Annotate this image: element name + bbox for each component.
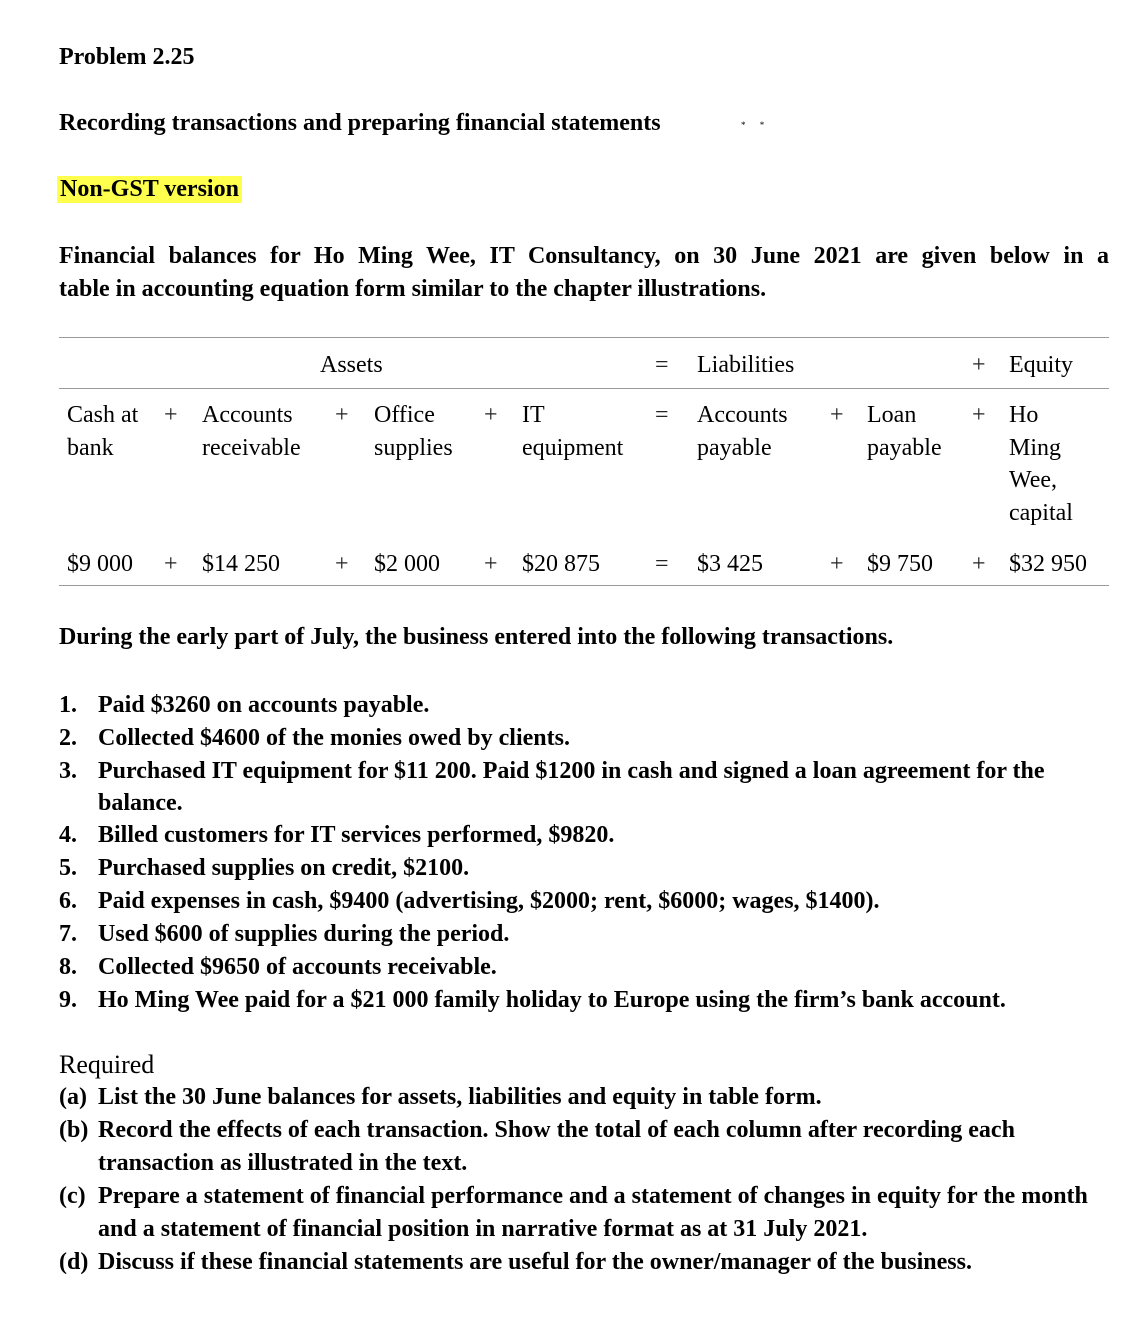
col-header-cash: Cash at bank <box>67 402 139 461</box>
value-capital: $32 950 <box>1009 551 1087 577</box>
transactions-list <box>59 689 1119 1017</box>
col-header-accounts-payable: Accounts payable <box>697 402 788 461</box>
list-item: 6. Paid expenses in cash, $9400 (advertising, $2000; rent, $6000; wages, $1400). <box>59 888 880 914</box>
plus-symbol: + <box>484 551 498 577</box>
list-item: 7. Used $600 of supplies during the period. <box>59 921 510 947</box>
equals-symbol: = <box>655 402 669 428</box>
list-item: 3. Purchased IT equipment for $11 200. Paid $1200 in cash and signed a loan agreement for the balance. <box>59 758 1045 816</box>
value-office-supplies: $2 000 <box>374 551 440 577</box>
plus-symbol: + <box>830 402 844 428</box>
equals-symbol: = <box>655 352 669 378</box>
list-item: 8. Collected $9650 of accounts receivable. <box>59 954 497 980</box>
list-item: (b) Record the effects of each transaction. Show the total of each column after recording each transaction as illustrated in the text. <box>59 1117 1015 1176</box>
assets-group-header: Assets <box>320 352 383 378</box>
list-item: 2. Collected $4600 of the monies owed by clients. <box>59 725 570 751</box>
value-accounts-receivable: $14 250 <box>202 551 280 577</box>
plus-symbol: + <box>972 402 986 428</box>
required-list <box>59 1081 1119 1279</box>
list-item: 5. Purchased supplies on credit, $2100. <box>59 855 470 881</box>
list-item: (a) List the 30 June balances for assets, liabilities and equity in table form. <box>59 1084 822 1110</box>
col-header-accounts-receivable: Accounts receivable <box>202 402 301 461</box>
required-heading: Required <box>59 1050 155 1079</box>
plus-symbol: + <box>972 352 986 378</box>
plus-symbol: + <box>335 551 349 577</box>
version-highlight: Non-GST version <box>57 176 242 203</box>
list-item: 1. Paid $3260 on accounts payable. <box>59 692 430 718</box>
list-item: (c) Prepare a statement of financial performance and a statement of changes in equity for the month and a statement of financial position in narrative format as at 31 July 2021. <box>59 1183 1088 1242</box>
col-header-it-equipment: IT equipment <box>522 402 624 461</box>
difficulty-stars: * * <box>741 120 771 130</box>
equity-group-header: Equity <box>1009 352 1073 378</box>
problem-subtitle: Recording transactions and preparing financial statements <box>59 110 661 136</box>
value-accounts-payable: $3 425 <box>697 551 763 577</box>
list-item: 9. Ho Ming Wee paid for a $21 000 family holiday to Europe using the firm’s bank account. <box>59 987 1006 1013</box>
list-item: 4. Billed customers for IT services performed, $9820. <box>59 822 615 848</box>
plus-symbol: + <box>164 402 178 428</box>
table-group-rule <box>59 388 1109 389</box>
plus-symbol: + <box>164 551 178 577</box>
plus-symbol: + <box>484 402 498 428</box>
table-bottom-rule <box>59 585 1109 586</box>
plus-symbol: + <box>830 551 844 577</box>
col-header-capital: Ho Ming Wee, capital <box>1009 402 1073 526</box>
transactions-intro: During the early part of July, the business entered into the following transactions. <box>59 624 894 650</box>
problem-title: Problem 2.25 <box>59 44 195 70</box>
plus-symbol: + <box>972 551 986 577</box>
table-top-rule <box>59 337 1109 338</box>
liabilities-group-header: Liabilities <box>697 352 795 378</box>
value-cash: $9 000 <box>67 551 133 577</box>
list-item: (d) Discuss if these financial statements are useful for the owner/manager of the business. <box>59 1249 972 1275</box>
col-header-loan-payable: Loan payable <box>867 402 942 461</box>
plus-symbol: + <box>335 402 349 428</box>
value-loan-payable: $9 750 <box>867 551 933 577</box>
col-header-office-supplies: Office supplies <box>374 402 453 461</box>
intro-text-line2: table in accounting equation form similar to the chapter illustrations. <box>59 276 767 302</box>
value-it-equipment: $20 875 <box>522 551 600 577</box>
equals-symbol: = <box>655 551 669 577</box>
intro-text-line1: Financial balances for Ho Ming Wee, IT Consultancy, on 30 June 2021 are given below in a <box>59 243 1109 269</box>
